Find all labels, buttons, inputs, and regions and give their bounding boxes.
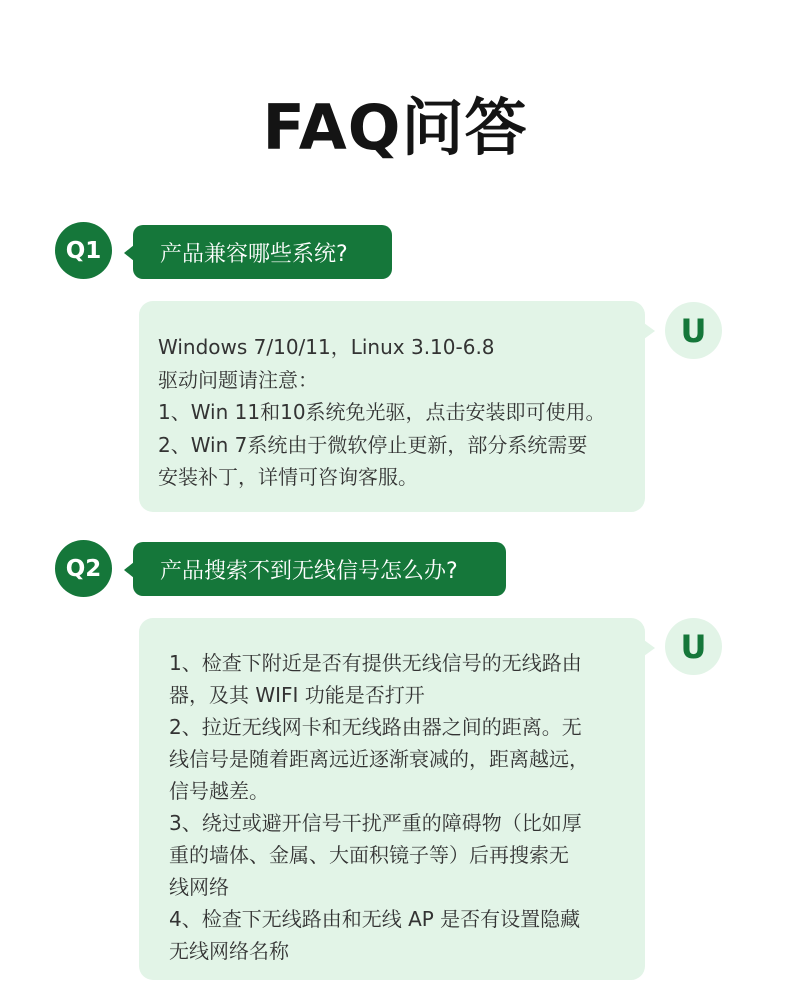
a2-line: 重的墙体、金属、大面积镜子等）后再搜索无 — [169, 843, 569, 867]
a1-line: 驱动问题请注意： — [158, 367, 318, 392]
a2-line: 4、检查下无线路由和无线 AP 是否有设置隐藏 — [169, 907, 581, 931]
a2-line: 信号越差。 — [169, 779, 269, 803]
a1-answer-bubble — [139, 301, 645, 512]
a1-line: 1、Win 11和10系统免光驱，点击安装即可使用。 — [158, 400, 606, 424]
a2-line: 器，及其 WIFI 功能是否打开 — [169, 683, 425, 707]
a1-line: 2、Win 7系统由于微软停止更新，部分系统需要 — [158, 432, 588, 457]
q2-question-bubble: 产品搜索不到无线信号怎么办? — [133, 542, 506, 596]
a1-line: Windows 7/10/11，Linux 3.10-6.8 — [158, 335, 495, 359]
a2-line: 无线网络名称 — [169, 939, 289, 963]
a1-user-badge: U — [665, 302, 722, 359]
a2-line: 1、检查下附近是否有提供无线信号的无线路由 — [169, 651, 582, 675]
q1-question-bubble: 产品兼容哪些系统? — [133, 225, 392, 279]
a2-line: 线网络 — [169, 875, 229, 899]
a1-line: 安装补丁，详情可咨询客服。 — [158, 465, 418, 489]
page-title: FAQ问答 — [262, 91, 528, 164]
a2-line: 2、拉近无线网卡和无线路由器之间的距离。无 — [169, 715, 582, 739]
a2-user-badge: U — [665, 618, 722, 675]
a2-line: 3、绕过或避开信号干扰严重的障碍物（比如厚 — [169, 811, 582, 835]
a2-line: 线信号是随着距离远近逐渐衰减的，距离越远， — [169, 747, 589, 771]
a2-answer-bubble — [139, 618, 645, 980]
q2-badge: Q2 — [55, 540, 112, 597]
q1-badge: Q1 — [55, 222, 112, 279]
